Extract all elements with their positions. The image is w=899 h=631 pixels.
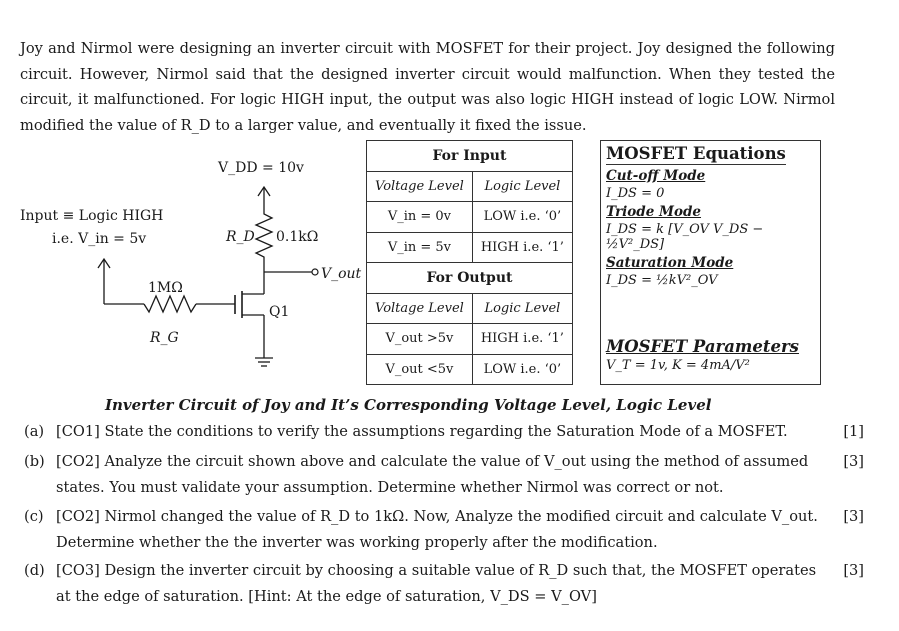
cutoff-equation: I_DS = 0 <box>606 186 665 201</box>
output-table-title: For Output <box>367 263 573 294</box>
vdd-label: V_DD = 10v <box>218 160 304 176</box>
saturation-mode-title: Saturation Mode <box>606 255 734 271</box>
mosfet-parameters <box>606 337 799 373</box>
question-label: (d) <box>24 562 45 579</box>
table-cell: HIGH i.e. ‘1’ <box>472 232 572 263</box>
vout-label: V_out <box>321 266 362 282</box>
question-marks: [3] <box>843 562 864 579</box>
rd-resistor-icon <box>256 210 272 272</box>
table-row <box>367 324 573 355</box>
table-row <box>367 354 573 385</box>
input-table-title: For Input <box>367 141 573 172</box>
saturation-equation: I_DS = ½kV²_OV <box>606 273 718 288</box>
rg-name: R_G <box>150 330 179 346</box>
rd-name: R_D <box>226 229 255 245</box>
question-a <box>24 419 864 445</box>
question-label: (b) <box>24 453 45 470</box>
parameters-title: MOSFET Parameters <box>606 337 799 356</box>
rg-resistor-icon <box>144 296 196 312</box>
table-cell: LOW i.e. ‘0’ <box>472 354 572 385</box>
intro-paragraph: Joy and Nirmol were designing an inverter circuit with MOSFET for their project. Joy designed the following circuit. However, Nirmol said that the designed inverter circuit would malfunction. When they tested the circuit, it malfunctioned. For logic HIGH input, the output was also logic HIGH instead of logic LOW. Nirmol modified the value of R_D to a larger value, and eventually it fixed the issue. <box>20 40 835 134</box>
question-text: [CO3] Design the inverter circuit by choosing a suitable value of R_D such that, the MOSFET operates at the edge of saturation. [Hint: At the edge of saturation, V_DS = V_OV] <box>56 562 817 605</box>
triode-equation: I_DS = k [V_OV V_DS − ½V²_DS] <box>606 222 764 252</box>
rg-value: 1MΩ <box>148 280 183 296</box>
question-marks: [1] <box>843 423 864 440</box>
input-label: Input ≡ Logic HIGH <box>20 208 164 224</box>
table-cell: HIGH i.e. ‘1’ <box>472 324 572 355</box>
table-cell: V_out <5v <box>367 354 473 385</box>
triode-mode-title: Triode Mode <box>606 204 702 220</box>
table-cell: V_out >5v <box>367 324 473 355</box>
equations-title: MOSFET Equations <box>606 144 786 163</box>
voltage-logic-table <box>366 140 573 385</box>
table-row <box>367 202 573 233</box>
question-label: (c) <box>24 508 44 525</box>
table-header: Logic Level <box>472 293 572 324</box>
table-header: Logic Level <box>472 171 572 202</box>
vout-terminal-icon <box>312 269 318 275</box>
question-d <box>24 558 864 609</box>
table-row <box>367 232 573 263</box>
question-b <box>24 449 864 500</box>
question-c <box>24 504 864 555</box>
figure-caption: Inverter Circuit of Joy and It’s Corresponding Voltage Level, Logic Level <box>105 396 712 414</box>
table-cell: V_in = 0v <box>367 202 473 233</box>
table-cell: V_in = 5v <box>367 232 473 263</box>
question-marks: [3] <box>843 453 864 470</box>
input-value: i.e. V_in = 5v <box>52 231 147 247</box>
question-marks: [3] <box>843 508 864 525</box>
cutoff-mode-title: Cut-off Mode <box>606 168 706 184</box>
mosfet-equations-box <box>600 140 821 385</box>
question-text: [CO2] Nirmol changed the value of R_D to 1kΩ. Now, Analyze the modified circuit and calculate V_out. Determine whether the the inverter was working properly after the modification. <box>56 508 818 551</box>
table-cell: LOW i.e. ‘0’ <box>472 202 572 233</box>
transistor-label: Q1 <box>269 304 290 320</box>
parameters-values: V_T = 1v, K = 4mA/V² <box>606 358 750 373</box>
inverter-circuit-diagram <box>0 140 362 385</box>
table-header: Voltage Level <box>367 171 473 202</box>
table-header: Voltage Level <box>367 293 473 324</box>
rd-value: 0.1kΩ <box>276 229 319 245</box>
question-text: [CO1] State the conditions to verify the assumptions regarding the Saturation Mode of a MOSFET. <box>56 423 788 440</box>
question-text: [CO2] Analyze the circuit shown above and calculate the value of V_out using the method of assumed states. You must validate your assumption. Determine whether Nirmol was correct or not. <box>56 453 809 496</box>
question-label: (a) <box>24 423 45 440</box>
